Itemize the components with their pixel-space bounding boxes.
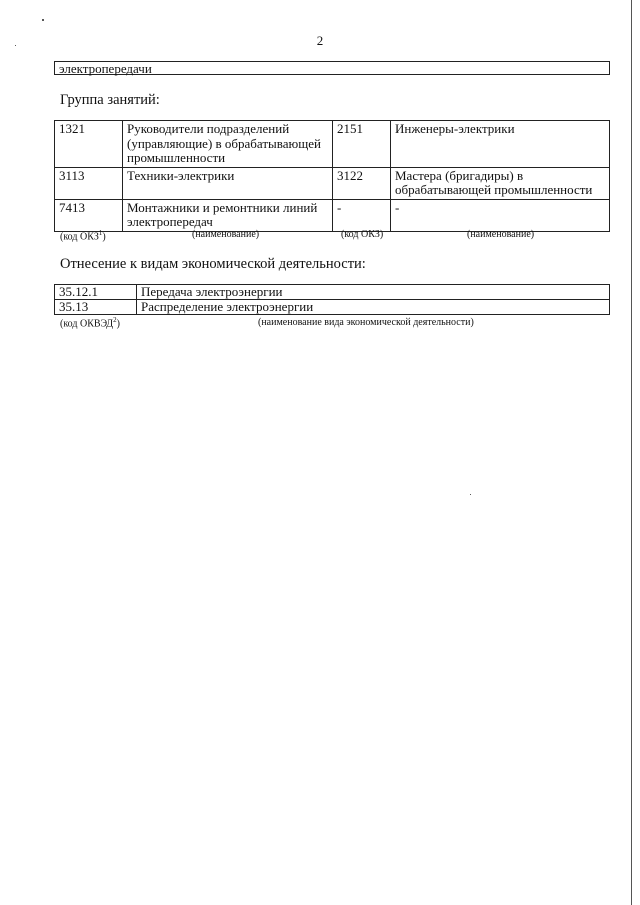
okved-table <box>54 284 610 315</box>
okz-code-caption-2: (код ОКЗ) <box>341 229 384 240</box>
okz-code-caption: (код ОКЗ$^1$) <box>60 229 106 243</box>
table-row <box>55 167 610 199</box>
okz-name: Руководители подразделений (управляющие) в обрабатывающей промышленности <box>123 121 333 168</box>
okved-name: Распределение электроэнергии <box>137 300 610 315</box>
okved-code: 35.13 <box>55 300 137 315</box>
okz-code: - <box>333 199 391 231</box>
okved-code-caption: (код ОКВЭД$^2$) <box>60 316 120 330</box>
okz-code: 3113 <box>55 167 123 199</box>
okz-code: 2151 <box>333 121 391 168</box>
table-row <box>55 199 610 231</box>
okz-name: Техники-электрики <box>123 167 333 199</box>
okz-name: - <box>391 199 610 231</box>
okz-code: 7413 <box>55 199 123 231</box>
scan-speck <box>470 494 471 495</box>
table-row <box>55 285 610 300</box>
okz-name-caption: (наименование) <box>192 229 260 240</box>
okved-name: Передача электроэнергии <box>137 285 610 300</box>
okz-code: 3122 <box>333 167 391 199</box>
okz-code: 1321 <box>55 121 123 168</box>
occupation-table <box>54 120 610 232</box>
okz-name: Инженеры-электрики <box>391 121 610 168</box>
economic-activity-heading: Отнесение к видам экономической деятельности: <box>60 256 366 272</box>
table-row <box>55 121 610 168</box>
okved-code: 35.12.1 <box>55 285 137 300</box>
continued-row: электропередачи <box>54 61 610 75</box>
page-number: 2 <box>316 33 324 48</box>
okved-name-caption: (наименование вида экономической деятельности) <box>258 317 474 328</box>
table-row <box>55 300 610 315</box>
scan-speck <box>42 19 44 21</box>
okz-name: Монтажники и ремонтники линий электропередач <box>123 199 333 231</box>
okz-name-caption-2: (наименование) <box>467 229 535 240</box>
okz-name: Мастера (бригадиры) в обрабатывающей промышленности <box>391 167 610 199</box>
occupation-group-heading: Группа занятий: <box>60 92 160 108</box>
